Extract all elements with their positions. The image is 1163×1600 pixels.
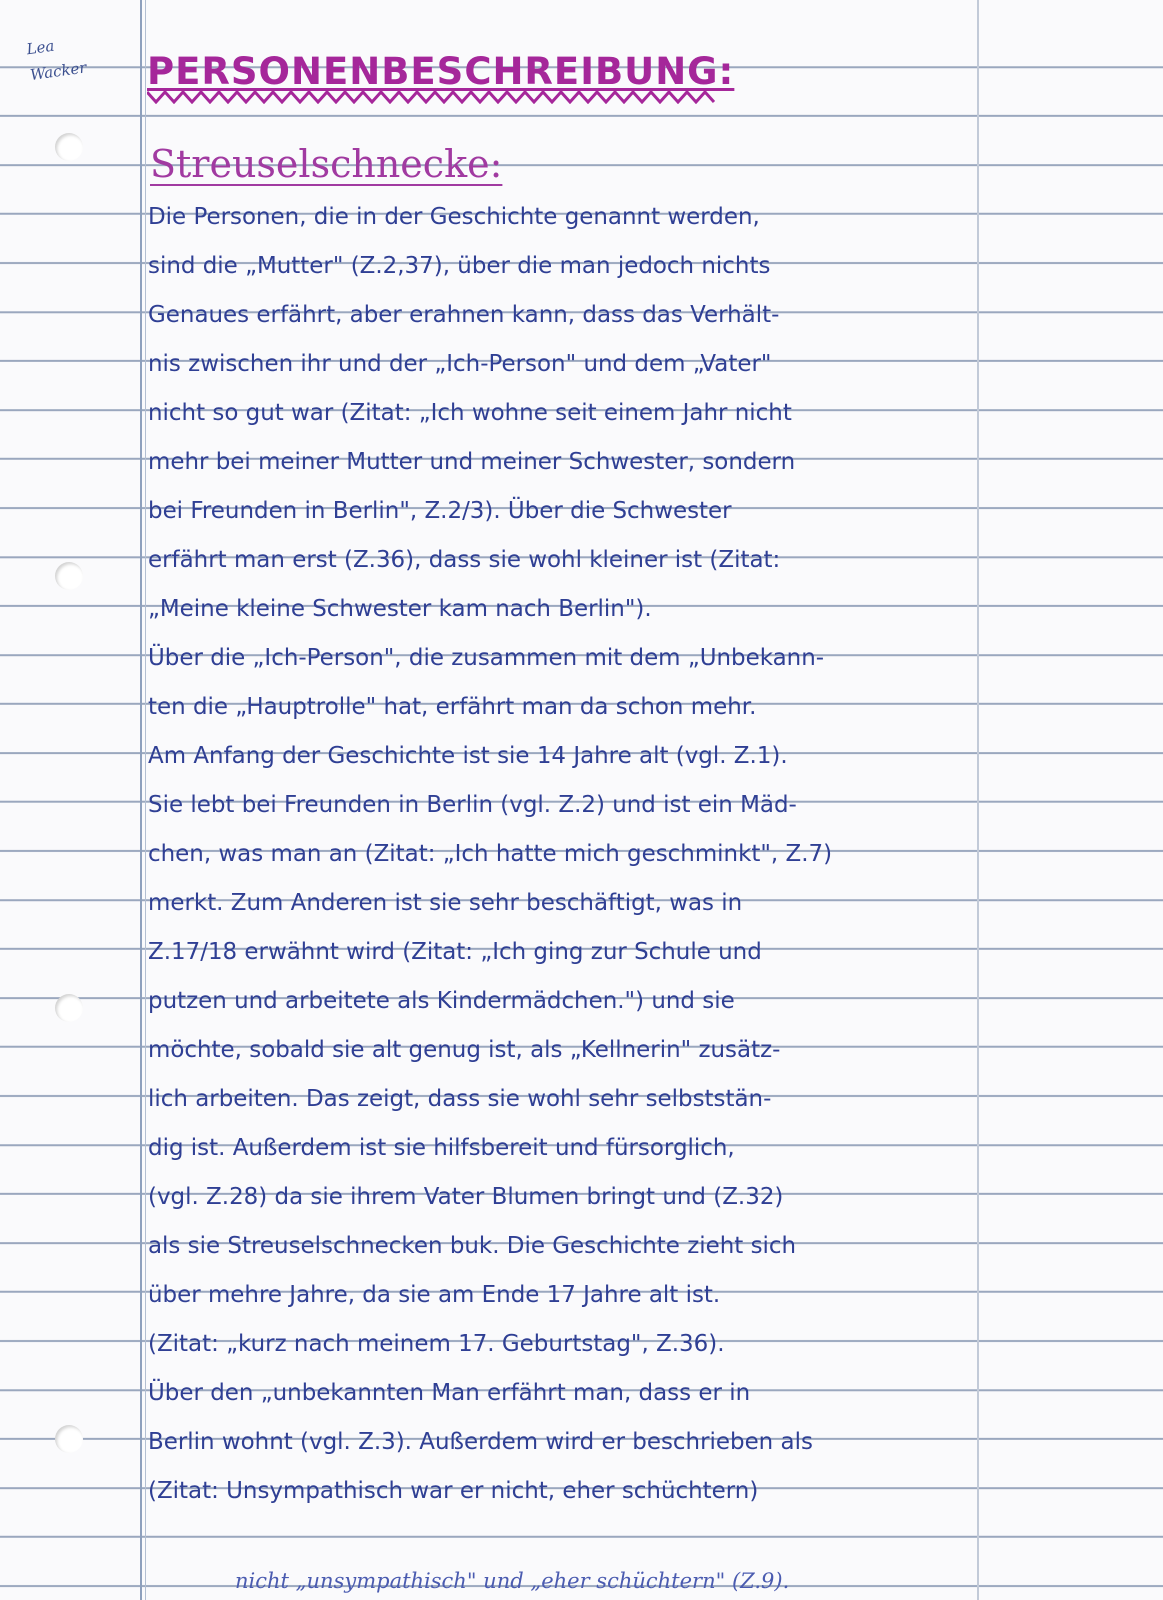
- punch-hole: [55, 1425, 83, 1453]
- body-text: [148, 193, 978, 1516]
- text-line: Sie lebt bei Freunden in Berlin (vgl. Z.2) und ist ein Mäd-: [148, 792, 797, 818]
- text-line: „Meine kleine Schwester kam nach Berlin").: [148, 596, 652, 622]
- correction-note: nicht „unsympathisch" und „eher schüchtern" (Z.9).: [235, 1569, 790, 1593]
- text-line: erfährt man erst (Z.36), dass sie wohl kleiner ist (Zitat:: [148, 547, 781, 573]
- text-line: lich arbeiten. Das zeigt, dass sie wohl sehr selbststän-: [148, 1086, 772, 1112]
- punch-hole: [55, 133, 83, 161]
- text-line: nicht so gut war (Zitat: „Ich wohne seit einem Jahr nicht: [148, 400, 792, 426]
- text-line: nis zwischen ihr und der „Ich-Person" und dem „Vater": [148, 351, 772, 377]
- text-line: Die Personen, die in der Geschichte genannt werden,: [148, 204, 760, 230]
- author-first-name: Lea: [25, 36, 56, 59]
- author-last-name: Wacker: [28, 58, 88, 85]
- text-line: bei Freunden in Berlin", Z.2/3). Über die Schwester: [148, 498, 732, 524]
- margin-line-inner: [145, 0, 146, 1600]
- margin-line: [140, 0, 142, 1600]
- text-line: Über den „unbekannten Man erfährt man, dass er in: [148, 1380, 751, 1406]
- text-line: (vgl. Z.28) da sie ihrem Vater Blumen bringt und (Z.32): [148, 1184, 784, 1210]
- text-line: Z.17/18 erwähnt wird (Zitat: „Ich ging zur Schule und: [148, 939, 762, 965]
- text-line: mehr bei meiner Mutter und meiner Schwester, sondern: [148, 449, 796, 475]
- title-zigzag-decoration: [147, 90, 717, 104]
- text-line: dig ist. Außerdem ist sie hilfsbereit und fürsorglich,: [148, 1135, 735, 1161]
- text-line: ten die „Hauptrolle" hat, erfährt man da schon mehr.: [148, 694, 757, 720]
- text-line: Genaues erfährt, aber erahnen kann, dass das Verhält-: [148, 302, 780, 328]
- text-line: über mehre Jahre, da sie am Ende 17 Jahre alt ist.: [148, 1282, 721, 1308]
- section-heading: Streuselschnecke:: [150, 142, 503, 186]
- text-line: merkt. Zum Anderen ist sie sehr beschäftigt, was in: [148, 890, 743, 916]
- text-line: sind die „Mutter" (Z.2,37), über die man jedoch nichts: [148, 253, 771, 279]
- punch-hole: [55, 562, 83, 590]
- text-line: als sie Streuselschnecken buk. Die Geschichte zieht sich: [148, 1233, 797, 1259]
- text-line: chen, was man an (Zitat: „Ich hatte mich geschminkt", Z.7): [148, 841, 833, 867]
- punch-hole: [55, 994, 83, 1022]
- text-line: Am Anfang der Geschichte ist sie 14 Jahre alt (vgl. Z.1).: [148, 743, 788, 769]
- text-line: putzen und arbeitete als Kindermädchen.") und sie: [148, 988, 735, 1014]
- text-line: möchte, sobald sie alt genug ist, als „Kellnerin" zusätz-: [148, 1037, 781, 1063]
- text-line: Über die „Ich-Person", die zusammen mit dem „Unbekann-: [148, 645, 825, 671]
- author-name: [25, 24, 121, 88]
- text-line: Berlin wohnt (vgl. Z.3). Außerdem wird er beschrieben als: [148, 1429, 813, 1455]
- text-line: (Zitat: Unsympathisch war er nicht, eher schüchtern): [148, 1478, 759, 1504]
- text-line: (Zitat: „kurz nach meinem 17. Geburtstag", Z.36).: [148, 1331, 725, 1357]
- page-title: PERSONENBESCHREIBUNG:: [147, 50, 735, 93]
